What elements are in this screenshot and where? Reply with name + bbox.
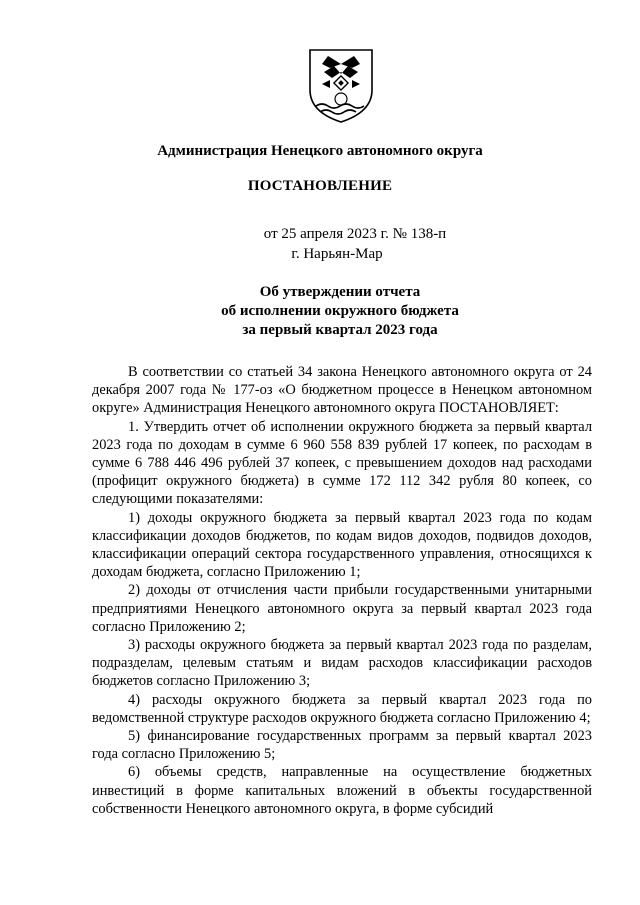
coat-of-arms-icon <box>300 44 382 126</box>
body-paragraph-item-1: 1. Утвердить отчет об исполнении окружного бюджета за первый квартал 2023 года по доходам в сумме 6 960 558 839 рублей 17 копеек, по расходам в сумме 6 788 446 496 рублей 37 копеек, с превышением доходов над расходами (профицит окружного бюджета) в сумме 172 112 342 рубля 80 копеек, со следующими показателями: <box>92 418 592 508</box>
subject-line: об исполнении окружного бюджета <box>221 303 459 319</box>
body-paragraph-subitem-4: 4) расходы окружного бюджета за первый квартал 2023 года по ведомственной структуре расходов окружного бюджета согласно Приложению 4; <box>92 691 592 726</box>
subject-line: Об утверждении отчета <box>259 284 421 300</box>
body-paragraph-subitem-2: 2) доходы от отчисления части прибыли государственными унитарными предприятиями Ненецкого автономного округа за первый квартал 2023 года согласно Приложению 2; <box>92 582 592 635</box>
document-type: ПОСТАНОВЛЕНИЕ <box>247 178 393 194</box>
date-number: от 25 апреля 2023 г. № 138-п <box>263 226 447 242</box>
document-subject <box>0 283 640 340</box>
body-paragraph-subitem-1: 1) доходы окружного бюджета за первый квартал 2023 года по кодам классификации доходов бюджетов, по кодам видов доходов, подвидов доходов, классификации операций сектора государственного управления, относящихся к доходам бюджета, согласно Приложению 1; <box>92 509 592 581</box>
body-paragraph-subitem-3: 3) расходы окружного бюджета за первый квартал 2023 года по разделам, подразделам, целевым статьям и видам расходов классификации расходов бюджетов согласно Приложению 3; <box>92 637 592 690</box>
organization-title: Администрация Ненецкого автономного округа <box>157 143 483 159</box>
place-of-issue: г. Нарьян-Мар <box>291 246 383 262</box>
body-paragraph-subitem-5: 5) финансирование государственных программ за первый квартал 2023 года согласно Приложению 5; <box>92 728 592 763</box>
body-paragraph-preamble: В соответствии со статьей 34 закона Ненецкого автономного округа от 24 декабря 2007 года № 177-оз «О бюджетном процессе в Ненецком автономном округе» Администрация Ненецкого автономного округа ПОСТАНОВЛЯЕТ: <box>92 364 592 417</box>
body-paragraph-subitem-6: 6) объемы средств, направленные на осуществление бюджетных инвестиций в форме капитальных вложений в объекты государственной собственности Ненецкого автономного округа, в форме субсидий <box>92 764 592 817</box>
subject-line: за первый квартал 2023 года <box>242 322 438 338</box>
document-body <box>92 363 592 818</box>
